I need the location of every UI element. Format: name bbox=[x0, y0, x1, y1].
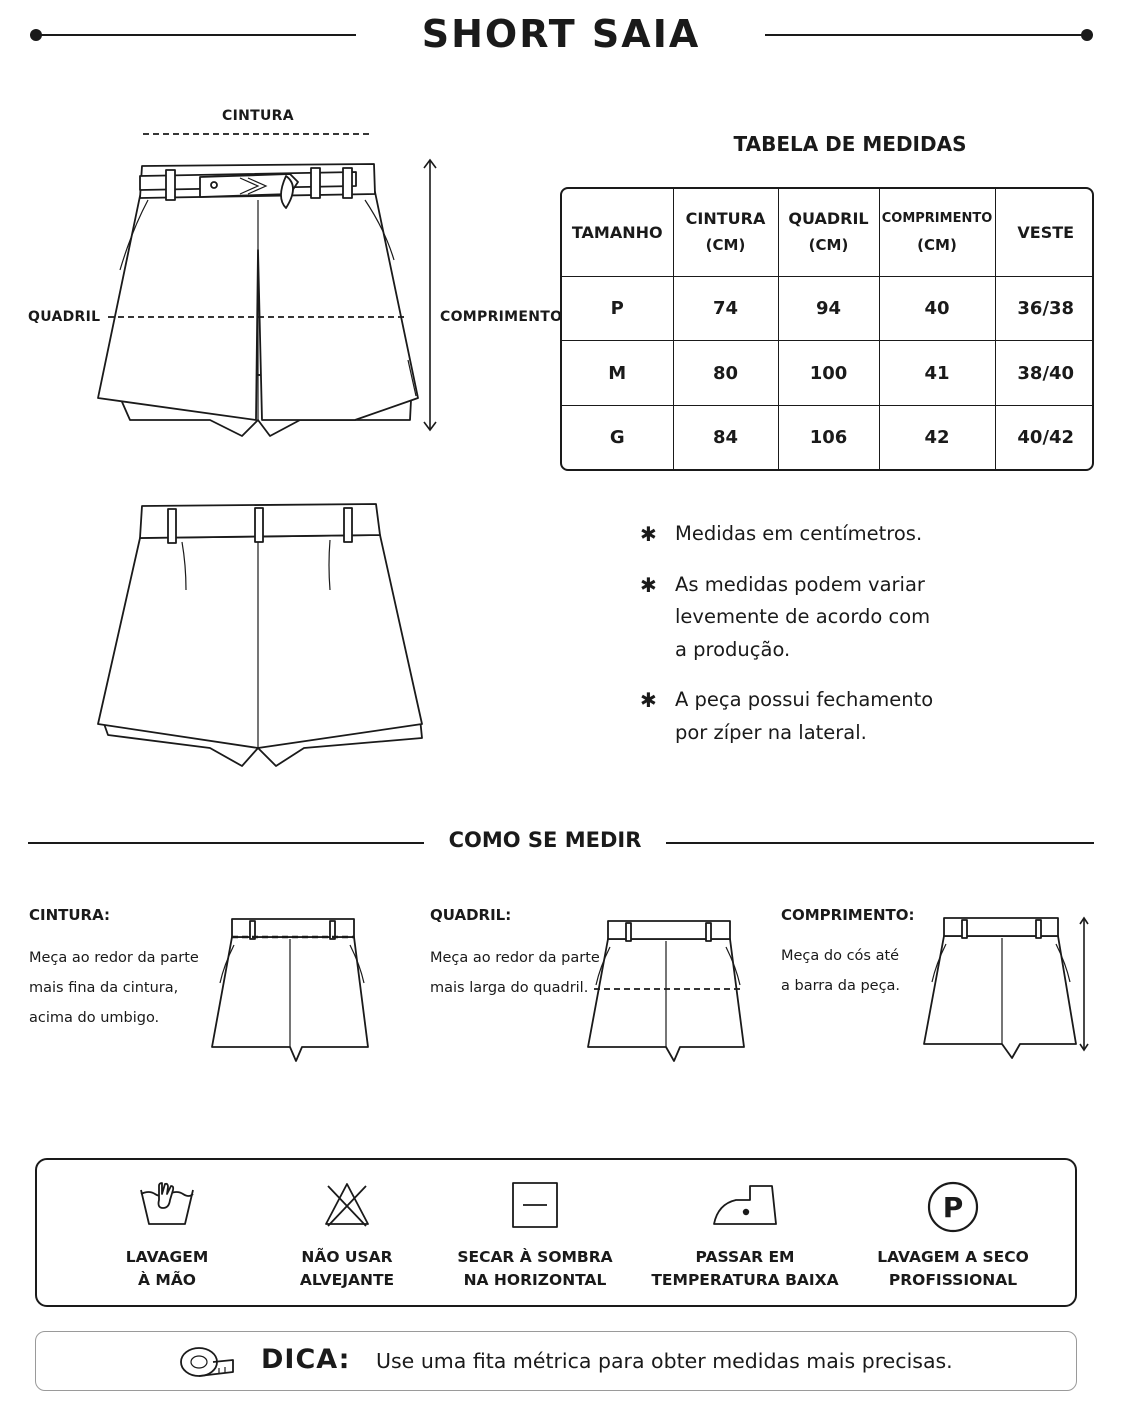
table-row bbox=[562, 406, 1094, 469]
tip-text: Use uma fita métrica para obter medidas mais precisas. bbox=[376, 1349, 953, 1373]
header-right-dot bbox=[1081, 29, 1093, 41]
header-cell: QUADRIL (CM) bbox=[778, 189, 879, 276]
measuring-tape-icon bbox=[179, 1342, 237, 1382]
hip-measure-drawing bbox=[586, 917, 746, 1067]
care-label: SECAR À SOMBRA NA HORIZONTAL bbox=[457, 1248, 613, 1289]
size-cell: P bbox=[562, 276, 673, 341]
header-cell: TAMANHO bbox=[562, 189, 673, 276]
note-item: ✱ As medidas podem variar levemente de acordo com a produção. bbox=[640, 569, 945, 667]
length-cell: 40 bbox=[879, 276, 995, 341]
care-label: LAVAGEM A SECO PROFISSIONAL bbox=[877, 1248, 1029, 1289]
waist-cell: 80 bbox=[673, 341, 778, 406]
how-length-title: COMPRIMENTO: bbox=[781, 906, 915, 924]
how-right-line bbox=[666, 842, 1094, 844]
table-row bbox=[562, 341, 1094, 406]
tip-box bbox=[35, 1331, 1077, 1391]
care-instructions-box bbox=[35, 1158, 1077, 1307]
hip-cell: 94 bbox=[778, 276, 879, 341]
hip-label: QUADRIL bbox=[28, 309, 101, 325]
waist-measure-drawing bbox=[210, 915, 370, 1065]
waist-cell: 74 bbox=[673, 276, 778, 341]
waist-cell: 84 bbox=[673, 406, 778, 469]
length-cell: 41 bbox=[879, 341, 995, 406]
how-length-text: Meça do cós até a barra da peça. bbox=[781, 948, 901, 994]
size-cell: M bbox=[562, 341, 673, 406]
how-waist-title: CINTURA: bbox=[29, 906, 110, 924]
notes-list bbox=[640, 518, 980, 767]
care-item-dry-clean bbox=[843, 1160, 1063, 1309]
care-item-hand-wash bbox=[67, 1160, 267, 1309]
how-hip-text: Meça ao redor da parte mais larga do quadril. bbox=[430, 950, 600, 996]
header-cell: COMPRIMENTO (CM) bbox=[879, 189, 995, 276]
waist-label: CINTURA bbox=[222, 108, 294, 124]
header-cell: VESTE bbox=[995, 189, 1094, 276]
length-cell: 42 bbox=[879, 406, 995, 469]
tip-label: DICA: bbox=[261, 1344, 351, 1375]
care-label: LAVAGEM À MÃO bbox=[125, 1248, 209, 1289]
table-row bbox=[562, 276, 1094, 341]
size-table bbox=[560, 187, 1094, 471]
length-label: COMPRIMENTO bbox=[440, 309, 563, 325]
fit-cell: 40/42 bbox=[995, 406, 1094, 469]
fit-cell: 36/38 bbox=[995, 276, 1094, 341]
header-cell: CINTURA (CM) bbox=[673, 189, 778, 276]
care-item-dry-flat-shade bbox=[435, 1160, 635, 1309]
size-table-header-row bbox=[562, 189, 1094, 276]
how-to-measure-title: COMO SE MEDIR bbox=[448, 828, 642, 852]
length-measure-drawing bbox=[920, 914, 1095, 1064]
hip-cell: 106 bbox=[778, 406, 879, 469]
dry-flat-shade-icon bbox=[510, 1180, 560, 1230]
how-waist-text: Meça ao redor da parte mais fina da cintura, acima do umbigo. bbox=[29, 950, 199, 1026]
hip-cell: 100 bbox=[778, 341, 879, 406]
iron-low-icon bbox=[710, 1180, 780, 1230]
note-item: ✱ A peça possui fechamento por zíper na lateral. bbox=[640, 684, 955, 749]
how-left-line bbox=[28, 842, 424, 844]
fit-cell: 38/40 bbox=[995, 341, 1094, 406]
care-item-iron-low bbox=[635, 1160, 855, 1309]
size-table-title: TABELA DE MEDIDAS bbox=[733, 132, 967, 156]
note-item: ✱ Medidas em centímetros. bbox=[640, 518, 980, 551]
page-title: SHORT SAIA bbox=[421, 12, 701, 56]
hand-wash-icon bbox=[137, 1180, 197, 1230]
care-label: NÃO USAR ALVEJANTE bbox=[299, 1248, 395, 1289]
care-label: PASSAR EM TEMPERATURA BAIXA bbox=[651, 1248, 839, 1289]
how-hip-title: QUADRIL: bbox=[430, 906, 512, 924]
svg-text:P: P bbox=[942, 1191, 964, 1224]
header-right-line bbox=[765, 34, 1087, 36]
asterisk-icon: ✱ bbox=[640, 572, 657, 597]
size-cell: G bbox=[562, 406, 673, 469]
no-bleach-icon bbox=[322, 1180, 372, 1230]
dry-clean-p-icon bbox=[926, 1180, 980, 1234]
asterisk-icon: ✱ bbox=[640, 522, 657, 546]
care-item-no-bleach bbox=[247, 1160, 447, 1309]
asterisk-icon: ✱ bbox=[640, 688, 657, 712]
